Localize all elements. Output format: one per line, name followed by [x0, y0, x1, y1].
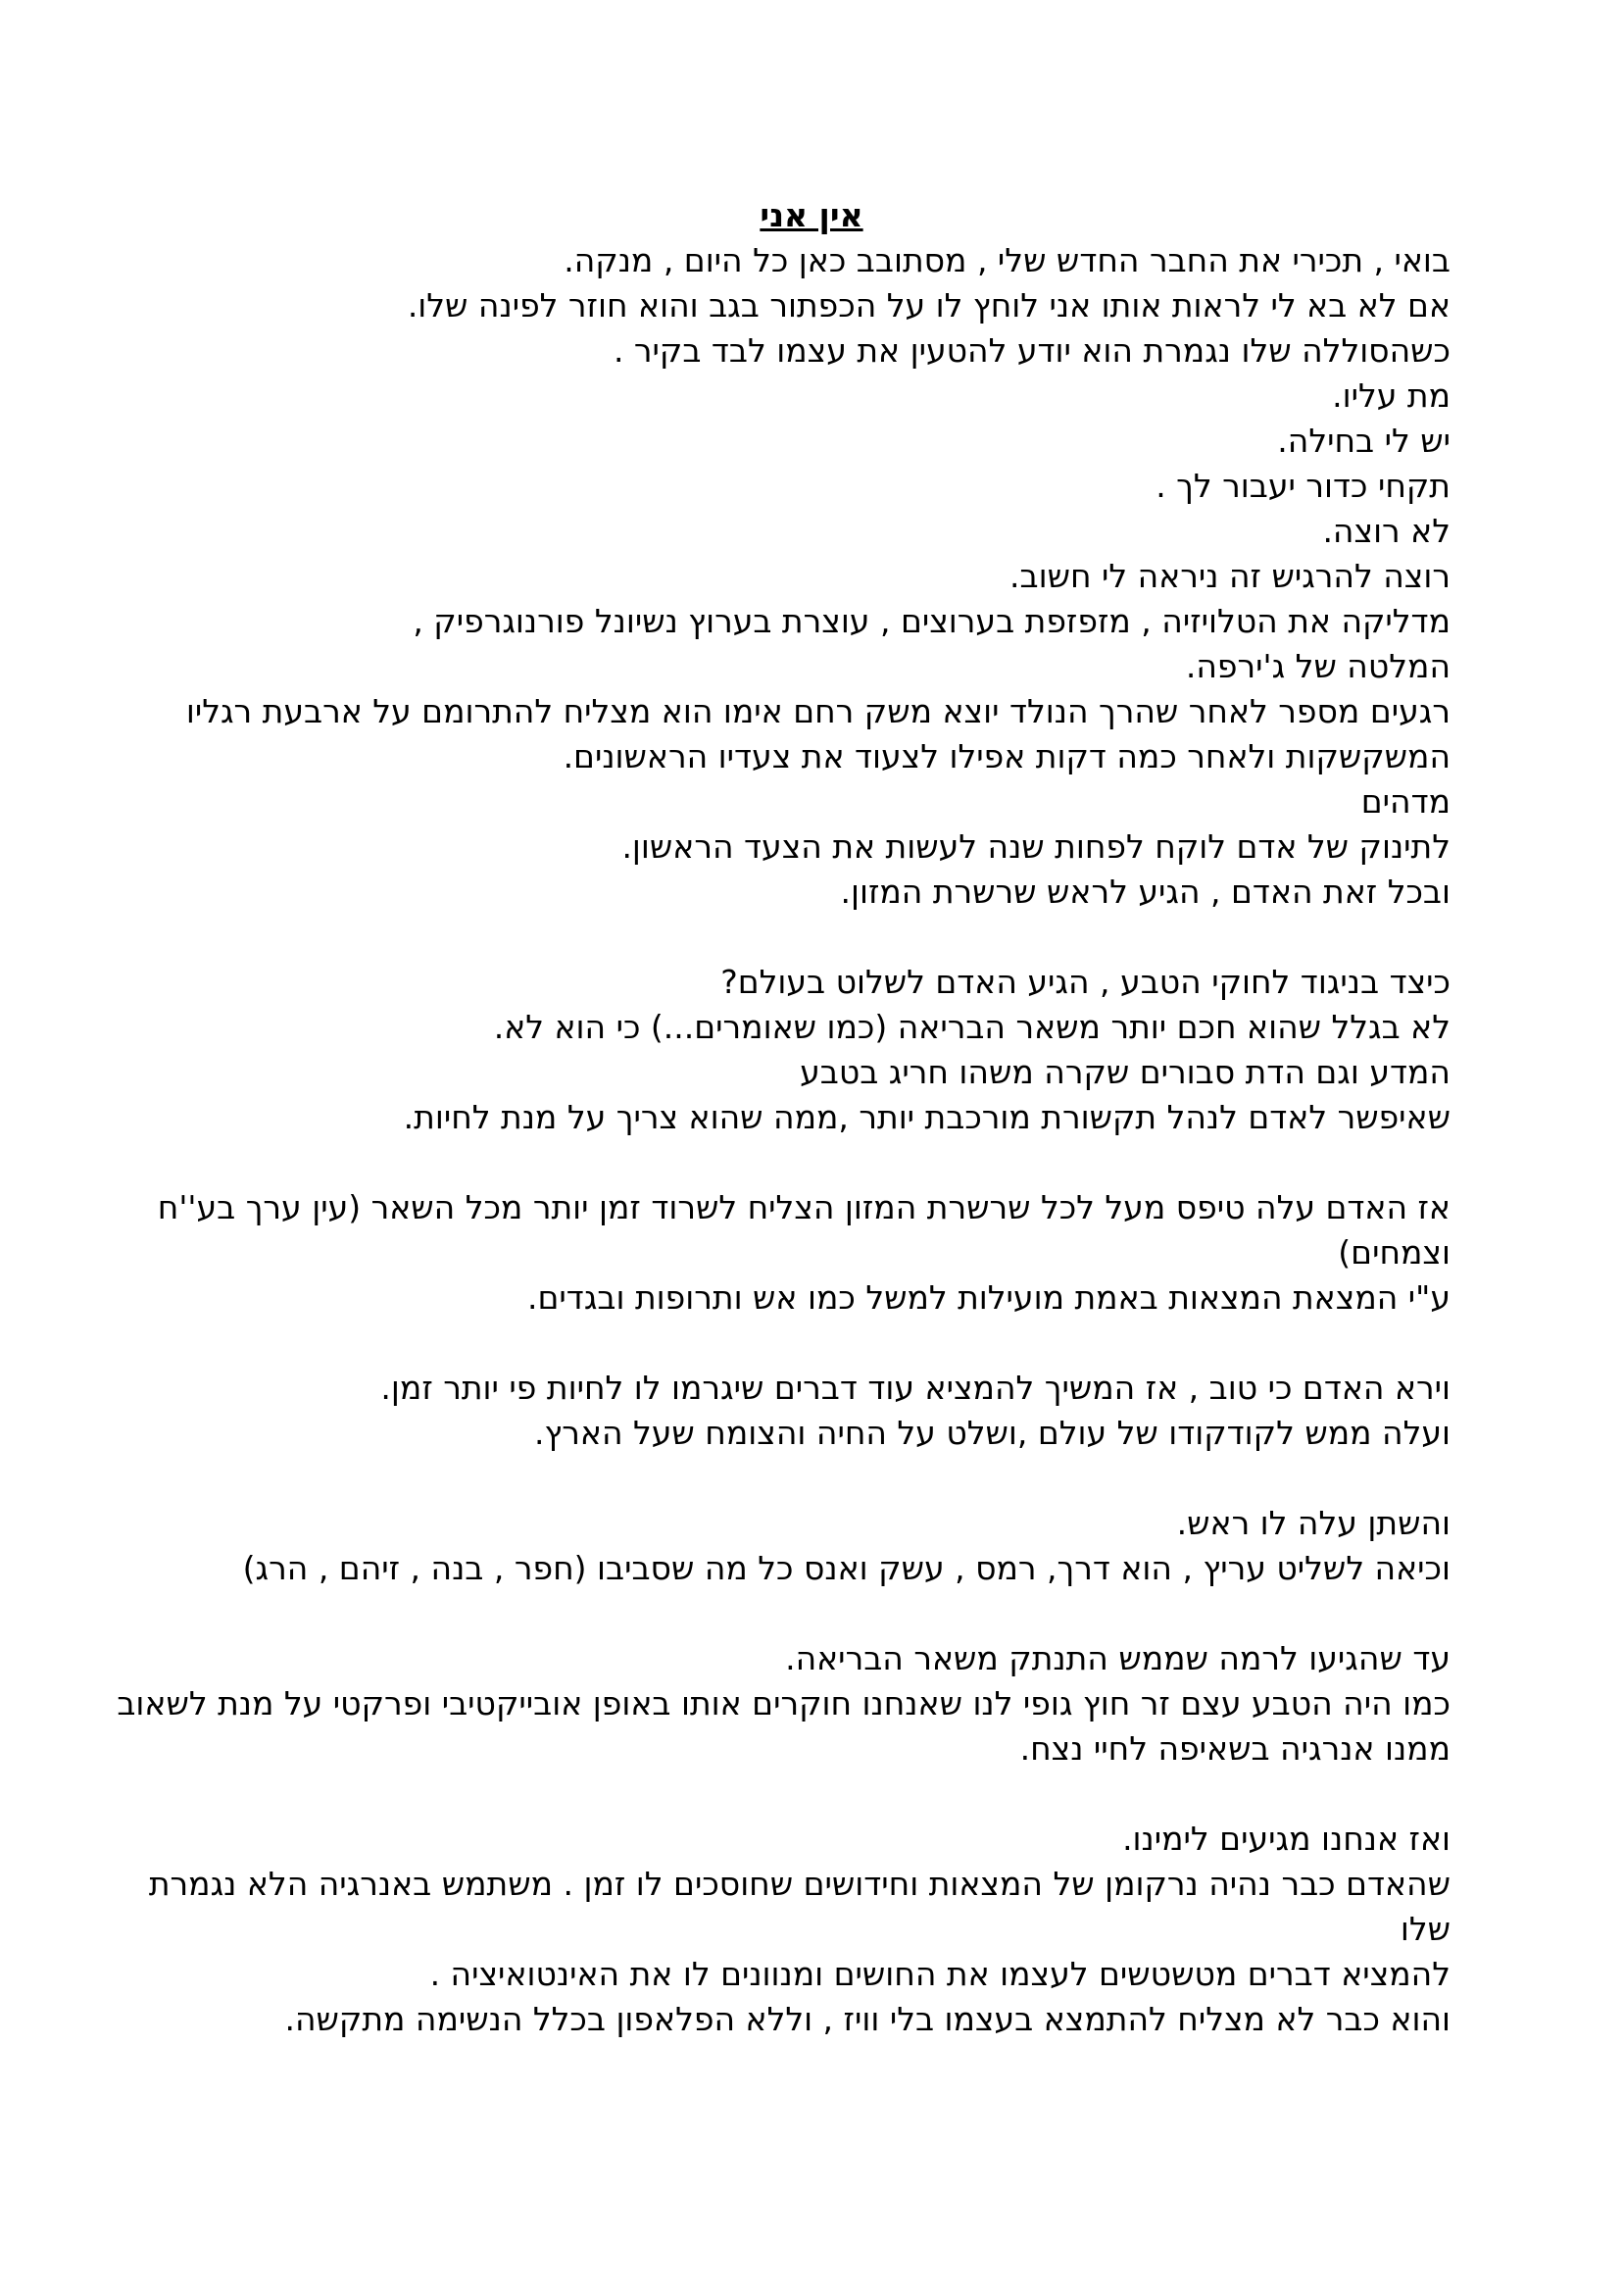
document-line: שלו [1400, 1910, 1451, 1948]
document-line: עד שהגיעו לרמה שממש התנתק משאר הבריאה. [785, 1639, 1451, 1677]
document-line: שהאדם כבר נהיה נרקומן של המצאות וחידושים שחוסכים לו זמן . משתמש באנרגיה הלא נגמרת [148, 1865, 1451, 1903]
document-line: רגעים מספר לאחר שהרך הנולד יוצא משק רחם אימו הוא מצליח להתרומם על ארבעת רגליו [185, 692, 1451, 730]
blank-line [172, 1456, 1451, 1501]
document-line: מת עליו. [1332, 376, 1451, 415]
document-line: רוצה להרגיש זה ניראה לי חשוב. [1009, 557, 1451, 595]
document-line: כיצד בניגוד לחוקי הטבע , הגיע האדם לשלוט בעולם? [720, 963, 1451, 1001]
blank-line [172, 1591, 1451, 1636]
blank-line [172, 1321, 1451, 1366]
document-line: ואז אנחנו מגיעים לימינו. [1122, 1820, 1451, 1858]
document-line: לא בגלל שהוא חכם יותר משאר הבריאה (כמו שאומרים...) כי הוא לא. [493, 1008, 1451, 1046]
document-line: ע"י המצאת המצאות באמת מועילות למשל כמו אש ותרופות ובגדים. [527, 1278, 1451, 1317]
document-line: וכיאה לשליט עריץ , הוא דרך, רמס , עשק ואנס כל מה שסביבו (חפר , בנה , זיהם , הרג) [242, 1549, 1451, 1587]
document-title: אין אני [760, 196, 863, 234]
document-line: להמציא דברים מטשטשים לעצמו את החושים ומנוונים לו את האינטואיציה . [429, 1955, 1451, 1993]
document-body [117, 238, 1451, 2042]
document-line: המשקשקות ולאחר כמה דקות אפילו לצעוד את צעדיו הראשונים. [563, 737, 1451, 775]
document-line: כשהסוללה שלו נגמרת הוא יודע להטעין את עצמו לבד בקיר . [613, 331, 1451, 370]
blank-line [172, 1140, 1451, 1185]
document-line: כמו היה הטבע עצם זר חוץ גופי לנו שאנחנו חוקרים אותו באופן אובייקטיבי ופרקטי על מנת לשאוב [117, 1684, 1451, 1722]
document-line: והוא כבר לא מצליח להתמצא בעצמו בלי וויז , וללא הפלאפון בכלל הנשימה מתקשה. [284, 2000, 1451, 2038]
document-line: אם לא בא לי לראות אותו אני לוחץ לו על הכפתור בגב והוא חוזר לפינה שלו. [407, 286, 1451, 324]
document-line: ממנו אנרגיה בשאיפה לחיי נצח. [1019, 1729, 1451, 1768]
document-line: המלטה של ג'ירפה. [1185, 647, 1451, 685]
document-line: והשתן עלה לו ראש. [1176, 1504, 1451, 1542]
blank-line [172, 1772, 1451, 1817]
document-line: המדע וגם הדת סבורים שקרה משהו חריג בטבע [800, 1053, 1451, 1091]
document-line: וירא האדם כי טוב , אז המשיך להמציא עוד דברים שיגרמו לו לחיות פי יותר זמן. [380, 1369, 1451, 1407]
document-line: אז האדם עלה טיפס מעל לכל שרשרת המזון הצליח לשרוד זמן יותר מכל השאר (עין ערך בע''ח [157, 1188, 1451, 1226]
document-line: ובכל זאת האדם , הגיע לראש שרשרת המזון. [840, 873, 1451, 911]
document-line: מדליקה את הטלויזיה , מזפזפת בערוצים , עוצרת בערוץ נשיונל פורנוגרפיק , [413, 602, 1451, 640]
blank-line [172, 915, 1451, 960]
document-line: וצמחים) [1338, 1233, 1451, 1272]
document-line: יש לי בחילה. [1277, 422, 1451, 460]
document-line: מדהים [1360, 782, 1451, 821]
document-line: תקחי כדור יעבור לך . [1156, 467, 1451, 505]
document-line: ועלה ממש לקודקודו של עולם ,ושלט על החיה והצומח שעל הארץ. [533, 1414, 1451, 1452]
document-text-block [117, 193, 1451, 2042]
document-line: לא רוצה. [1322, 512, 1451, 550]
document-line: שאיפשר לאדם לנהל תקשורת מורכבת יותר ,ממה שהוא צריך על מנת לחיות. [403, 1098, 1451, 1136]
document-line: לתינוק של אדם לוקח לפחות שנה לעשות את הצעד הראשון. [621, 827, 1451, 866]
document-line: בואי , תכירי את החבר החדש שלי , מסתובב כאן כל היום , מנקה. [564, 241, 1451, 279]
